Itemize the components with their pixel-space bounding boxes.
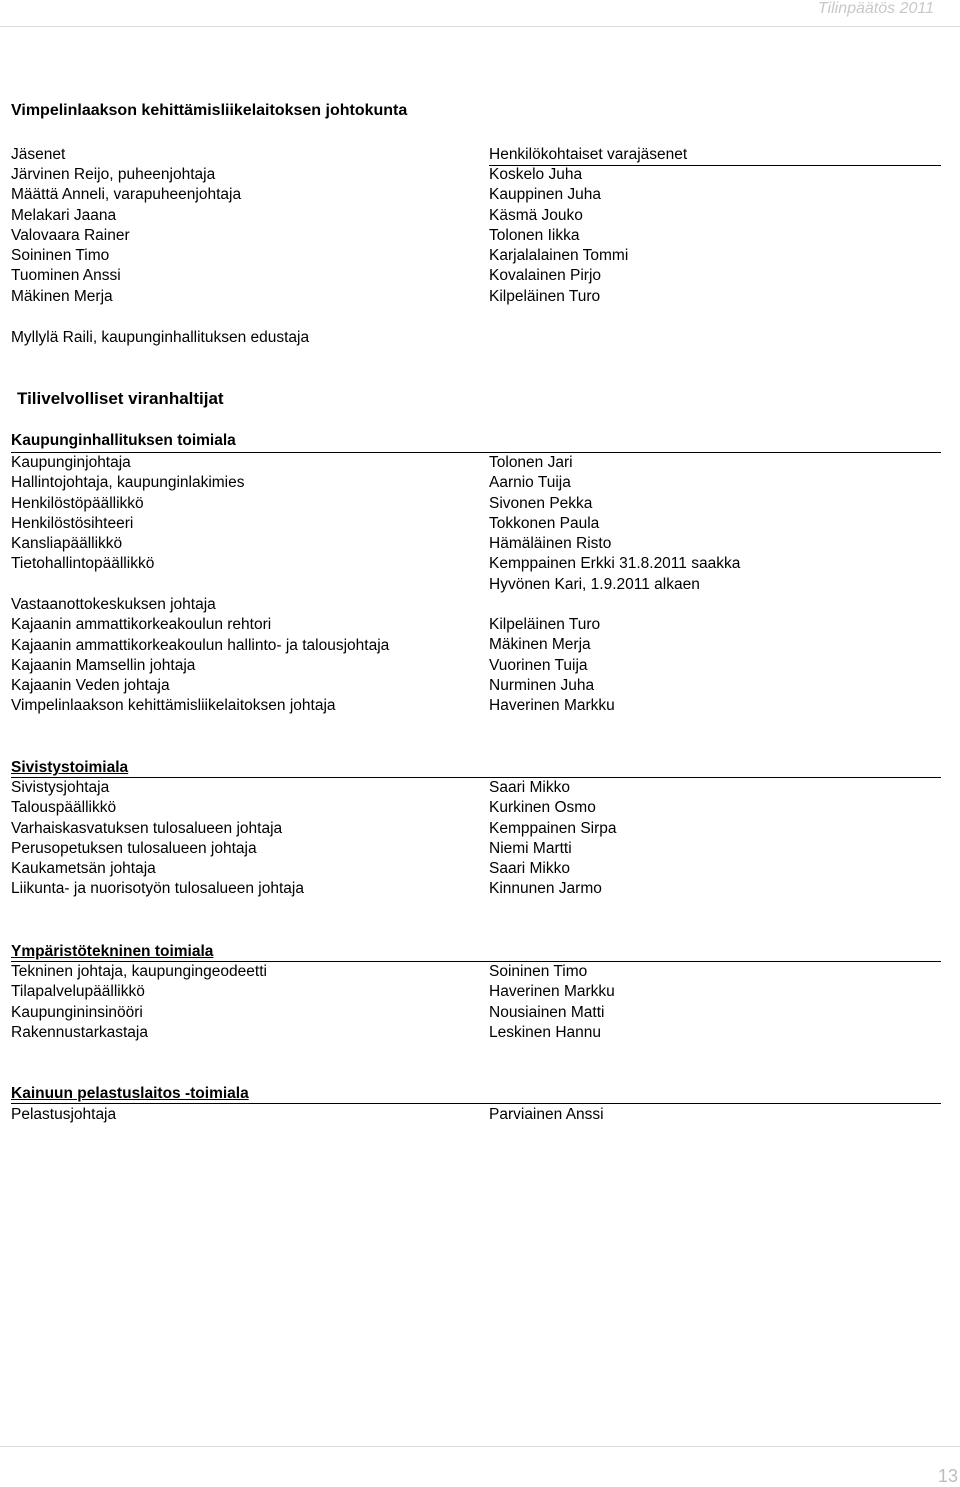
role-label: Kaukametsän johtaja [11, 860, 156, 878]
role-label: Rakennustarkastaja [11, 1023, 148, 1041]
role-label: Tilapalvelupäällikkö [11, 983, 145, 1001]
list-item: Tolonen Iikka [489, 226, 580, 244]
list-item: Tuominen Anssi [11, 267, 121, 285]
section-heading-ymparisto: Ympäristötekninen toimiala [11, 943, 214, 960]
section-heading-sivistys: Sivistystoimiala [11, 759, 129, 776]
footer-rule [0, 1446, 960, 1447]
members-header: Jäsenet [11, 146, 66, 163]
list-item: Kauppinen Juha [489, 186, 602, 204]
section-rule-pelastus [11, 1103, 941, 1104]
kh-names-2 [489, 615, 615, 716]
person-name: Parviainen Anssi [489, 1106, 604, 1123]
list-item: Käsmä Jouko [489, 206, 583, 224]
role-label: Kajaanin ammattikorkeakoulun hallinto- ja talousjohtaja [11, 636, 390, 654]
person-name: Leskinen Hannu [489, 1023, 602, 1041]
list-item: Järvinen Reijo, puheenjohtaja [11, 166, 216, 183]
person-name: Aarnio Tuija [489, 474, 571, 492]
role-label: Henkilöstösihteeri [11, 514, 134, 532]
role-label: Perusopetuksen tulosalueen johtaja [11, 839, 257, 857]
person-name: Haverinen Markku [489, 697, 615, 715]
person-name: Saari Mikko [489, 860, 570, 878]
list-item: Määttä Anneli, varapuheenjohtaja [11, 186, 242, 204]
list-item: Melakari Jaana [11, 206, 117, 224]
role-label: Kajaanin Veden johtaja [11, 677, 170, 695]
person-name: Mäkinen Merja [489, 636, 591, 654]
person-name: Kilpeläinen Turo [489, 616, 601, 633]
person-name: Kinnunen Jarmo [489, 880, 602, 898]
role-label: Kajaanin ammattikorkeakoulun rehtori [11, 616, 272, 634]
role-label: Talouspäällikkö [11, 799, 117, 817]
person-name: Nurminen Juha [489, 676, 595, 694]
role-label: Kaupunginjohtaja [11, 454, 131, 471]
list-item: Kovalainen Pirjo [489, 267, 602, 285]
list-item: Mäkinen Merja [11, 287, 113, 305]
list-item: Soininen Timo [11, 247, 110, 265]
person-name: Vuorinen Tuija [489, 656, 588, 674]
document-title-header: Tilinpäätös 2011 [817, 0, 934, 17]
officials-title: Tilivelvolliset viranhaltijat [17, 389, 224, 408]
person-name: Hyvönen Kari, 1.9.2011 alkaen [489, 575, 700, 593]
person-name: Haverinen Markku [489, 983, 615, 1001]
sivistys-names [489, 778, 617, 900]
deputies-header: Henkilökohtaiset varajäsenet [489, 146, 688, 163]
pelastus-names [489, 1105, 604, 1125]
section-heading-kh: Kaupunginhallituksen toimiala [11, 432, 236, 449]
role-label: Liikunta- ja nuorisotyön tulosalueen johtaja [11, 880, 304, 898]
city-board-representative: Myllylä Raili, kaupunginhallituksen edustaja [11, 329, 310, 346]
list-item: Karjalalainen Tommi [489, 247, 629, 265]
page-number: 13 [937, 1466, 958, 1486]
role-label: Varhaiskasvatuksen tulosalueen johtaja [11, 819, 283, 837]
person-name: Nousiainen Matti [489, 1003, 605, 1021]
kh-names [489, 453, 740, 595]
person-name: Tokkonen Paula [489, 514, 600, 532]
ymparisto-names [489, 962, 615, 1043]
list-item: Valovaara Rainer [11, 226, 130, 244]
person-name: Kemppainen Sirpa [489, 819, 617, 837]
header-rule [0, 26, 960, 27]
pelastus-roles [11, 1105, 116, 1125]
person-name: Kurkinen Osmo [489, 799, 596, 817]
list-item: Koskelo Juha [489, 166, 583, 183]
role-label: Tekninen johtaja, kaupungingeodeetti [11, 963, 267, 980]
role-label: Henkilöstöpäällikkö [11, 494, 144, 512]
person-name: Hämäläinen Risto [489, 535, 612, 553]
person-name: Sivonen Pekka [489, 494, 593, 512]
role-label: Pelastusjohtaja [11, 1106, 117, 1123]
ymparisto-roles [11, 962, 267, 1043]
role-label: Hallintojohtaja, kaupunginlakimies [11, 474, 245, 492]
kh-roles [11, 453, 245, 575]
role-label: Kajaanin Mamsellin johtaja [11, 656, 196, 674]
person-name: Niemi Martti [489, 839, 572, 857]
role-label: Sivistysjohtaja [11, 779, 110, 796]
role-label: Kansliapäällikkö [11, 535, 123, 553]
deputies-list [489, 165, 628, 307]
person-name: Saari Mikko [489, 779, 570, 796]
sivistys-roles [11, 778, 304, 900]
person-name: Soininen Timo [489, 963, 588, 980]
kh-roles-2 [11, 595, 389, 717]
role-label: Kaupungininsinööri [11, 1003, 143, 1021]
role-label: Tietohallintopäällikkö [11, 555, 155, 573]
person-name: Tolonen Jari [489, 454, 573, 471]
person-name: Kemppainen Erkki 31.8.2011 saakka [489, 555, 741, 573]
members-list [11, 165, 241, 307]
role-label: Vastaanottokeskuksen johtaja [11, 596, 216, 613]
board-title: Vimpelinlaakson kehittämisliikelaitoksen johtokunta [11, 102, 408, 119]
section-heading-pelastus: Kainuun pelastuslaitos -toimiala [11, 1085, 249, 1102]
list-item: Kilpeläinen Turo [489, 287, 601, 305]
role-label: Vimpelinlaakson kehittämisliikelaitoksen johtaja [11, 697, 336, 715]
